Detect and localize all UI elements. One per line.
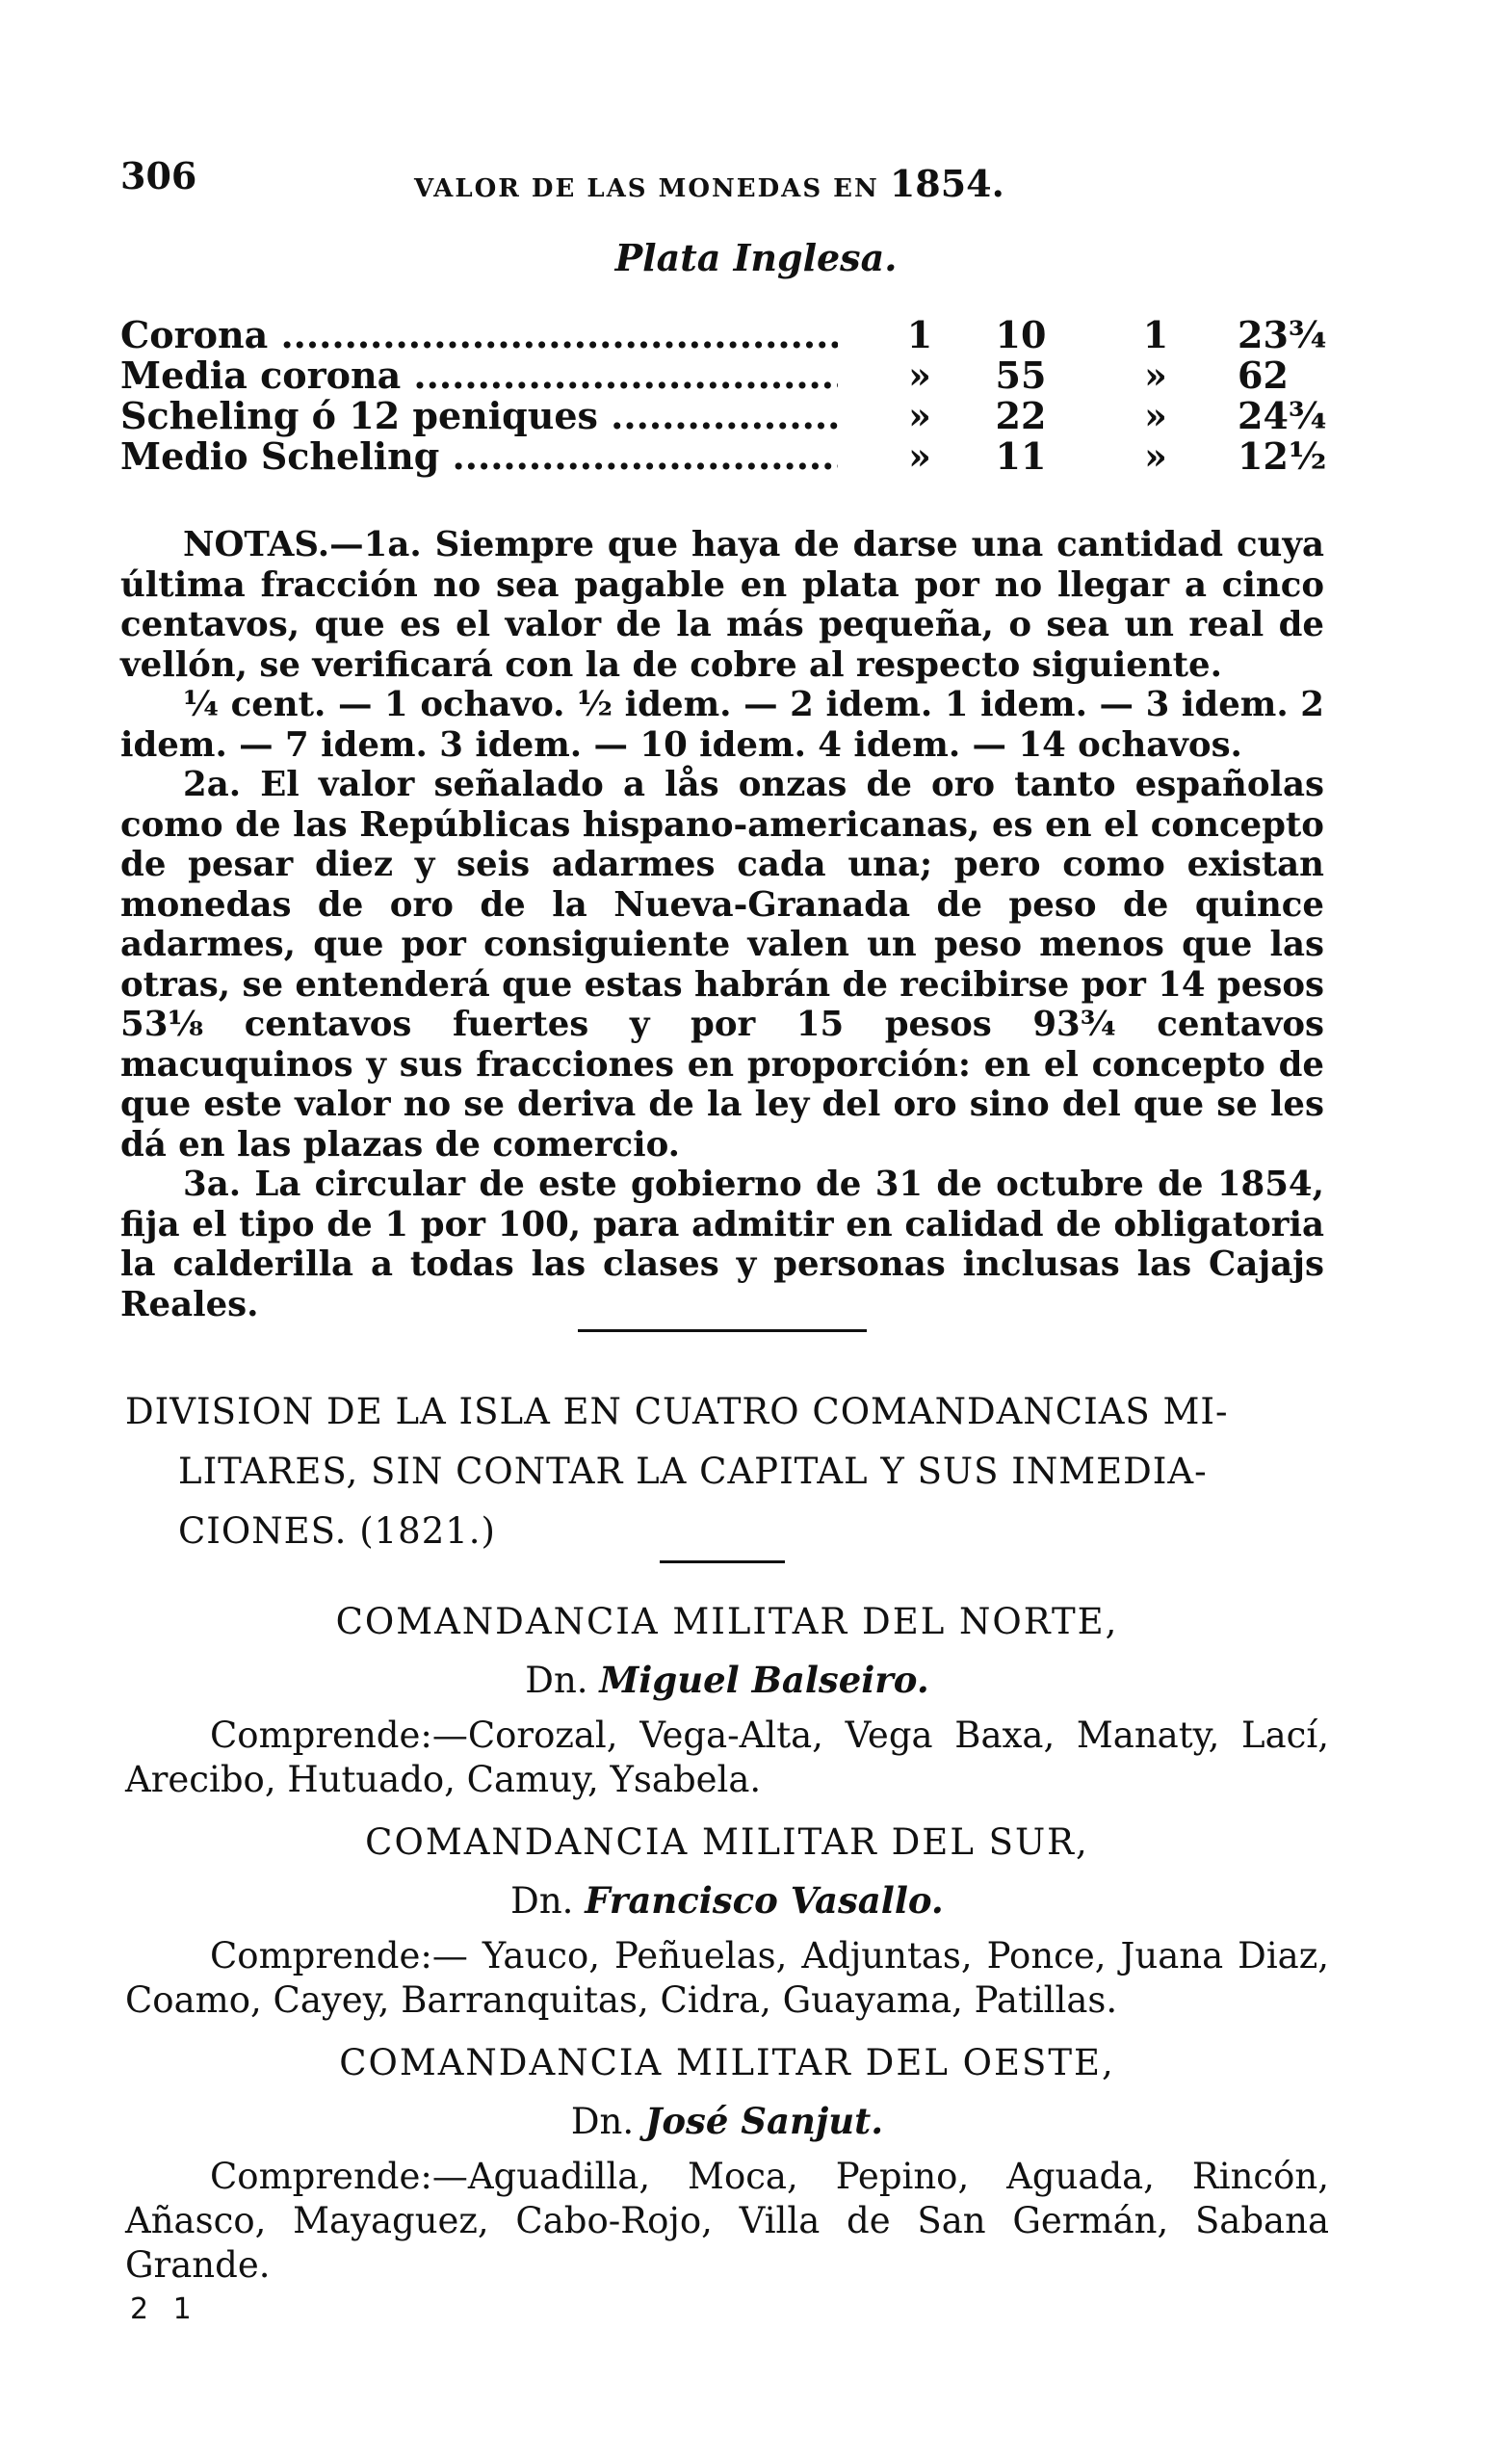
signature-mark: 2 1 (130, 2292, 199, 2326)
page-number: 306 (120, 154, 197, 197)
command-towns: Comprende:—Aguadilla, Moca, Pepino, Aguada, Rincón, Añasco, Mayaguez, Cabo-Rojo, Villa de San Germán, Sabana Grande. (125, 2156, 1329, 2286)
running-head (414, 162, 1004, 205)
coin-value-2: 55 (995, 353, 1047, 397)
command-title: COMANDANCIA MILITAR DEL SUR, (365, 1821, 1089, 1863)
command-chief (125, 1877, 1329, 1924)
running-year: 1854. (889, 162, 1004, 205)
page-header (120, 154, 1324, 205)
command-title: COMANDANCIA MILITAR DEL OESTE, (339, 2042, 1115, 2083)
chief-name: Francisco Vasallo. (585, 1879, 944, 1922)
coin-value-1: 1 (906, 313, 933, 356)
note-3: 3a. La circular de este gobierno de 31 de octubre de 1854, fija el tipo de 1 por 100, para admitir en calidad de obligatoria la calderilla a todas las clases y personas inclusas las Cajajs Reales. (120, 1165, 1324, 1324)
command-north (125, 1599, 1329, 1802)
coin-value-1: » (908, 394, 931, 437)
command-chief (125, 1657, 1329, 1704)
short-divider (660, 1560, 785, 1563)
coin-value-4: 12½ (1238, 434, 1327, 478)
command-south (125, 1820, 1329, 2023)
coin-row (120, 394, 1334, 437)
command-chief (125, 2098, 1329, 2145)
running-title: VALOR DE LAS MONEDAS EN (414, 174, 879, 203)
coin-row (120, 313, 1334, 356)
coin-value-2: 22 (995, 394, 1047, 437)
coin-value-1: » (908, 434, 931, 478)
chief-prefix: Dn. (570, 2101, 635, 2142)
division-heading (125, 1382, 1329, 1561)
command-towns: Comprende:— Yauco, Peñuelas, Adjuntas, Ponce, Juana Diaz, Coamo, Cayey, Barranquitas, Cidra, Guayama, Patillas. (125, 1935, 1329, 2021)
division-heading-line: CIONES. (1821.) (178, 1510, 496, 1552)
chief-name: José Sanjut. (644, 2100, 884, 2142)
coin-value-3: 1 (1142, 313, 1169, 356)
coin-value-4: 62 (1238, 353, 1289, 397)
coin-name: Media corona ..... (120, 353, 838, 397)
coin-name: Medio Scheling ..... (120, 434, 838, 478)
notes-block (120, 525, 1324, 1324)
commands-list (125, 1599, 1329, 2305)
coin-value-2: 10 (995, 313, 1047, 356)
division-heading-line: DIVISION DE LA ISLA EN CUATRO COMANDANCIAS MI- (125, 1391, 1229, 1432)
division-heading-line: LITARES, SIN CONTAR LA CAPITAL Y SUS INMEDIA- (178, 1451, 1208, 1492)
coin-value-3: » (1144, 353, 1167, 397)
coin-name: Corona ..... (120, 313, 838, 356)
copper-scale: ¼ cent. — 1 ochavo. ½ idem. — 2 idem. 1 idem. — 3 idem. 2 idem. — 7 idem. 3 idem. — 10 idem. 4 idem. — 14 ochavos. (120, 685, 1324, 765)
coin-table (120, 313, 1334, 478)
coin-name: Scheling ó 12 peniques ..... (120, 394, 838, 437)
chief-name: Miguel Balseiro. (599, 1659, 929, 1701)
coin-value-2: 11 (995, 434, 1047, 478)
coin-value-1: » (908, 353, 931, 397)
command-title: COMANDANCIA MILITAR DEL NORTE, (335, 1601, 1119, 1642)
coin-row (120, 353, 1334, 397)
chief-prefix: Dn. (510, 1880, 574, 1922)
command-west (125, 2040, 1329, 2288)
command-towns: Comprende:—Corozal, Vega-Alta, Vega Baxa, Manaty, Lací, Arecibo, Hutuado, Camuy, Ysabela. (125, 1715, 1329, 1800)
note-1: NOTAS.—1a. Siempre que haya de darse una cantidad cuya última fracción no sea pagable en plata por no llegar a cinco centavos, que es el valor de la más pequeña, o sea un real de vellón, se verificará con la de cobre al respecto siguiente. (120, 525, 1324, 685)
chief-prefix: Dn. (525, 1660, 588, 1701)
coin-value-3: » (1144, 434, 1167, 478)
coin-value-4: 24¾ (1238, 394, 1327, 437)
note-2: 2a. El valor señalado a lås onzas de oro tanto españolas como de las Repúblicas hispano-americanas, es en el concepto de pesar diez y seis adarmes cada una; pero como existan monedas de oro de la Nueva-Granada de peso de quince adarmes, que por consiguiente valen un peso menos que las otras, se entenderá que estas habrán de recibirse por 14 pesos 53⅛ centavos fuertes y por 15 pesos 93¾ centavos macuquinos y sus fracciones en proporción: en el concepto de que este valor no se deriva de la ley del oro sino del que se les dá en las plazas de comercio. (120, 765, 1324, 1165)
section-divider (578, 1329, 867, 1332)
coin-row (120, 434, 1334, 478)
section-title: Plata Inglesa. (614, 236, 898, 279)
coin-value-3: » (1144, 394, 1167, 437)
coin-value-4: 23¾ (1238, 313, 1327, 356)
